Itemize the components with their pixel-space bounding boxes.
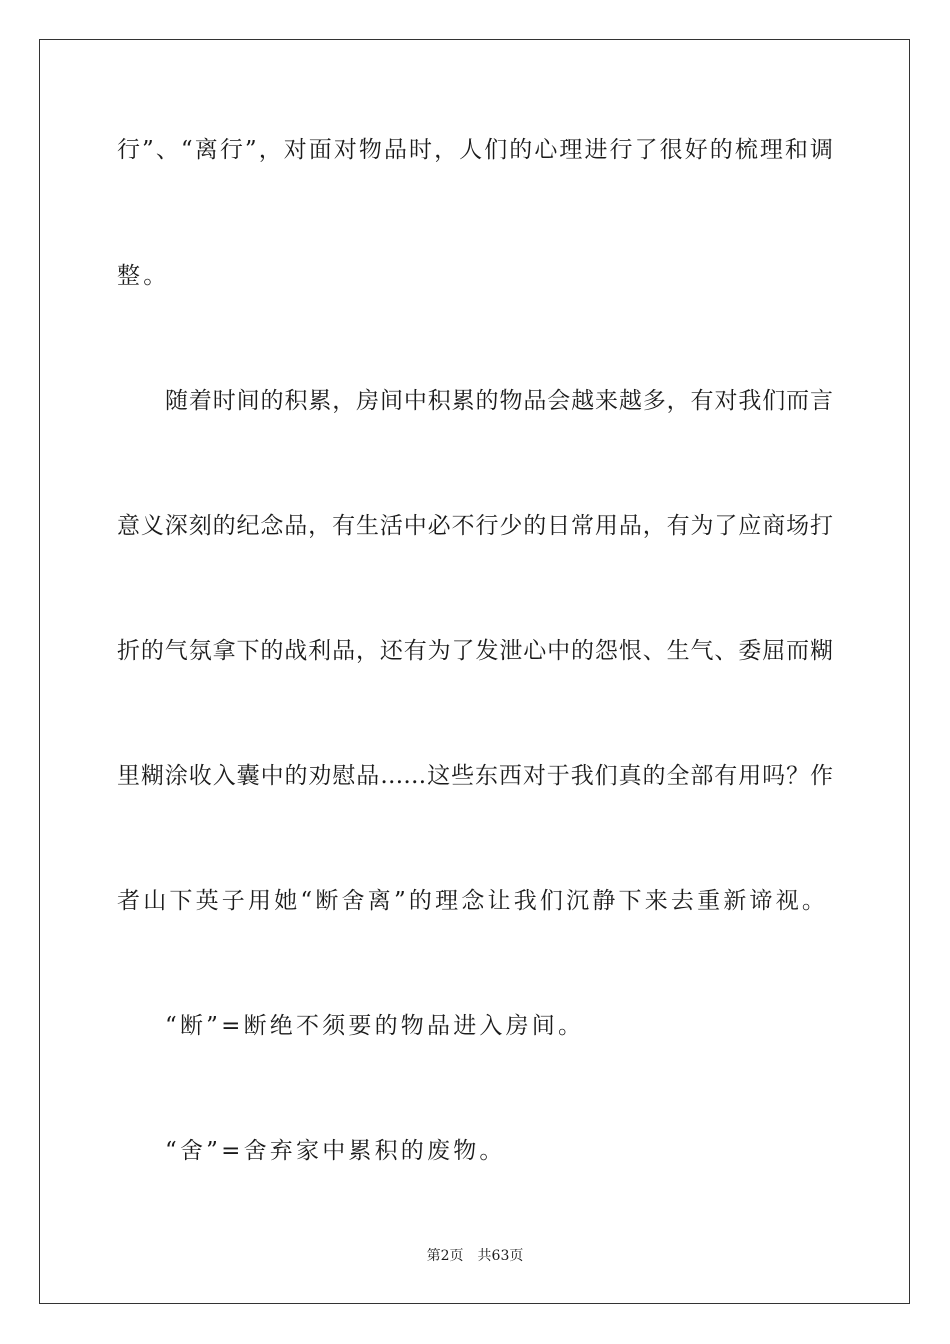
paragraph-line: 整。 (117, 263, 170, 289)
paragraph-line: 意义深刻的纪念品，有生活中必不行少的日常用品，有为了应商场打 (117, 513, 833, 539)
paragraph-line: “断”=断绝不须要的物品进入房间。 (165, 1013, 585, 1039)
page-number: 第2页 (426, 1248, 464, 1264)
paragraph-line: 里糊涂收入囊中的劝慰品……这些东西对于我们真的全部有用吗？作 (117, 763, 833, 789)
paragraph-line: “舍”=舍弃家中累积的废物。 (165, 1138, 506, 1164)
paragraph-line: 行”、“离行”，对面对物品时，人们的心理进行了很好的梳理和调 (117, 137, 833, 163)
paragraph-line: 随着时间的积累，房间中积累的物品会越来越多，有对我们而言 (165, 388, 833, 414)
page-total: 共63页 (477, 1248, 524, 1264)
page-footer (0, 1247, 950, 1265)
paragraph-line: 折的气氛拿下的战利品，还有为了发泄心中的怨恨、生气、委屈而糊 (117, 638, 833, 664)
paragraph-line: 者山下英子用她“断舍离”的理念让我们沉静下来去重新谛视。 (117, 888, 829, 914)
page-border (39, 39, 910, 1304)
